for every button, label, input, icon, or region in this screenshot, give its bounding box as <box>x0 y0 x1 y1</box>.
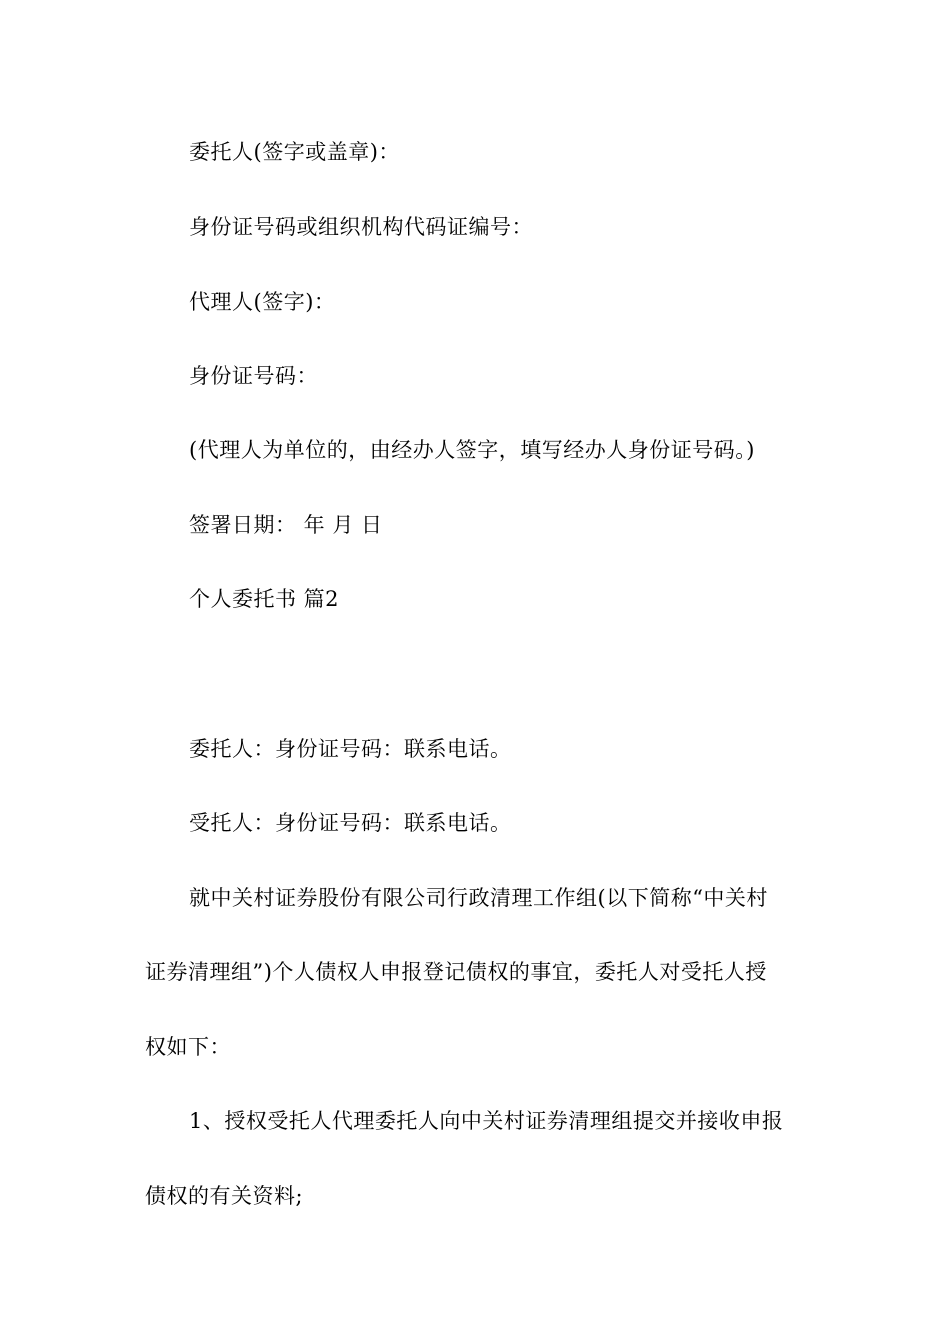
authorization-item-1: 1、授权受托人代理委托人向中关村证券清理组提交并接收申报 <box>189 1109 784 1133</box>
trustee-info-line: 受托人：身份证号码：联系电话。 <box>189 811 512 835</box>
signing-date-line: 签署日期： 年 月 日 <box>189 513 383 537</box>
agent-signature-line: 代理人(签字)： <box>189 290 336 314</box>
paragraph-line: 证券清理组”)个人债权人申报登记债权的事宜，委托人对受托人授 <box>145 960 767 984</box>
authorization-item-1-continued: 债权的有关资料; <box>145 1184 304 1208</box>
principal-info-line: 委托人：身份证号码：联系电话。 <box>189 737 512 761</box>
principal-signature-line: 委托人(签字或盖章)： <box>189 140 400 164</box>
paragraph-line: 就中关村证券股份有限公司行政清理工作组(以下简称“中关村 <box>189 886 768 910</box>
agent-unit-note: (代理人为单位的，由经办人签字，填写经办人身份证号码。) <box>189 438 755 462</box>
paragraph-line: 权如下： <box>145 1035 231 1059</box>
id-or-org-code-line: 身份证号码或组织机构代码证编号： <box>189 215 533 239</box>
agent-id-number-line: 身份证号码： <box>189 364 318 388</box>
section-heading: 个人委托书 篇2 <box>189 587 340 611</box>
